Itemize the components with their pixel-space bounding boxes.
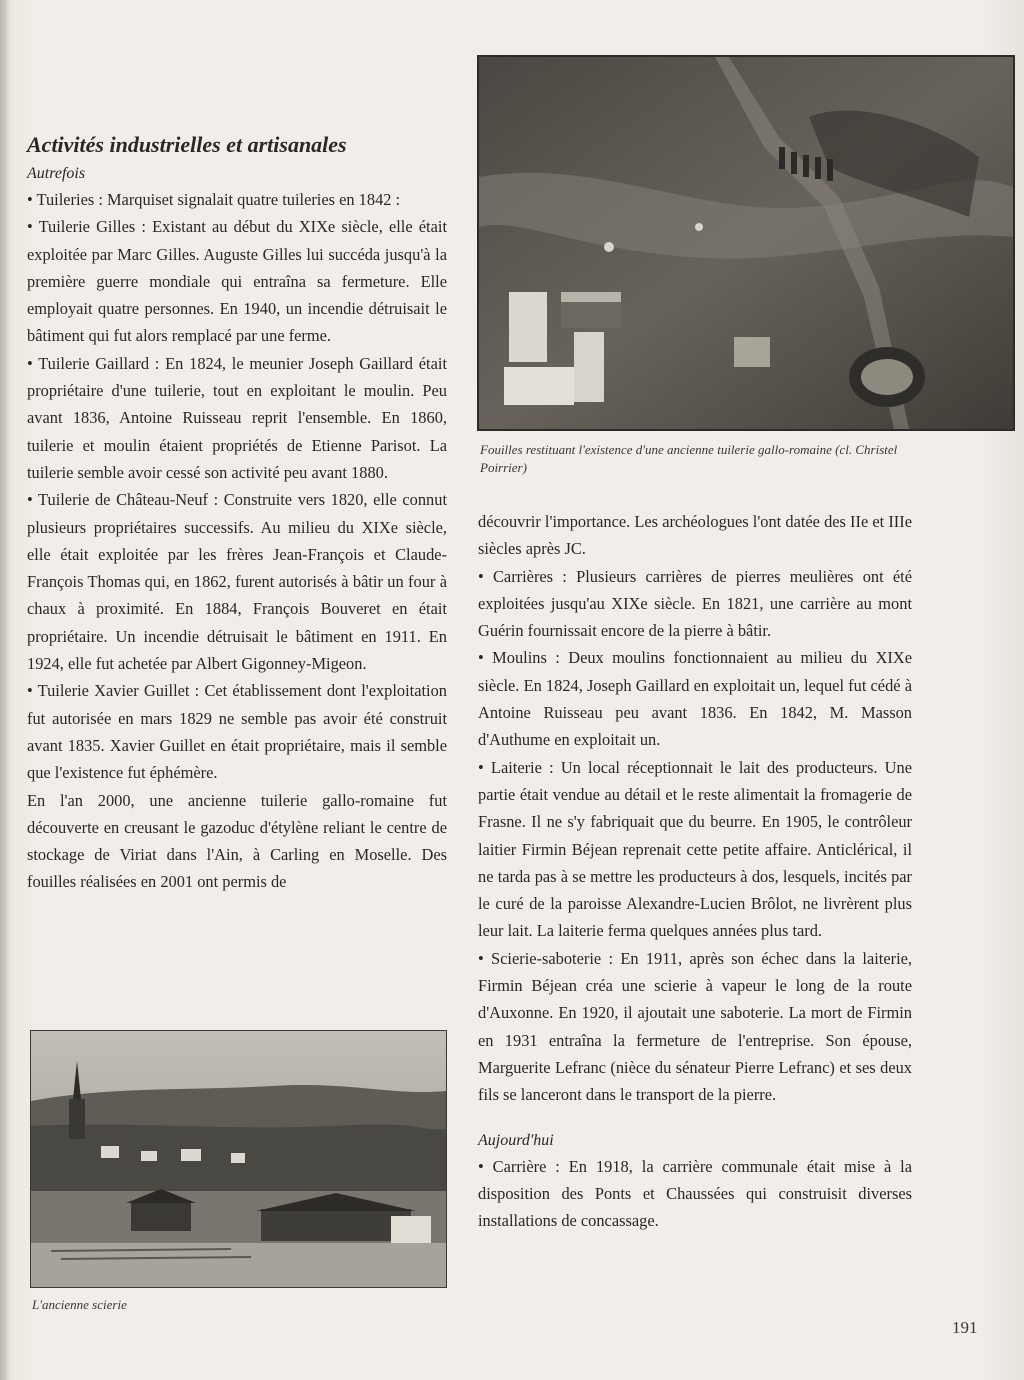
right-paragraph: • Moulins : Deux moulins fonctionnaient au milieu du XIXe siècle. En 1824, Joseph Gaillard en exploitait un, lequel fut cédé à Antoine Ruisseau peu avant 1836. En 1842, M. Masson d'Authume en exploitait un. <box>478 648 912 750</box>
old-sawmill-photo <box>30 1030 447 1288</box>
right-column <box>478 508 912 1234</box>
left-paragraph: • Tuilerie de Château-Neuf : Construite vers 1820, elle connut plusieurs propriétaires successifs. Au milieu du XIXe siècle, elle était exploitée par les frères Jean-François et Claude-François Thomas qui, en 1862, furent autorisés à bâtir un four à chaux à proximité. En 1884, François Bouveret en était propriétaire. Un incendie détruisait le bâtiment en 1911. En 1924, elle fut achetée par Albert Gigonney-Migeon. <box>27 490 448 674</box>
right-paragraph: • Carrières : Plusieurs carrières de pierres meulières ont été exploitées jusqu'au XIXe siècle. En 1821, une carrière au mont Guérin fournissait encore de la pierre à bâtir. <box>478 566 912 641</box>
right-paragraph: • Carrière : En 1918, la carrière communale était mise à la disposition des Ponts et Chaussées qui construisit diverses installations de concassage. <box>478 1156 912 1231</box>
left-column <box>27 130 447 896</box>
aerial-photo-caption: Fouilles restituant l'existence d'une ancienne tuilerie gallo-romaine (cl. Christel Poirrier) <box>480 442 898 475</box>
left-paragraph: • Tuileries : Marquiset signalait quatre tuileries en 1842 : <box>27 190 401 209</box>
gutter-shadow <box>0 0 10 1380</box>
aujourdhui-heading: Aujourd'hui <box>478 1131 554 1149</box>
right-paragraph: • Scierie-saboterie : En 1911, après son échec dans la laiterie, Firmin Béjean créa une scierie à vapeur le long de la route d'Auxonne. En 1920, il ajoutait une saboterie. La mort de Firmin en 1931 entraîna la fermeture de l'entreprise. Son épouse, Marguerite Lefranc (nièce du sénateur Pierre Lefranc) et ses deux fils se lanceront dans le transport de la pierre. <box>478 948 912 1105</box>
autrefois-heading: Autrefois <box>27 165 86 182</box>
right-paragraph: découvrir l'importance. Les archéologues l'ont datée des IIe et IIIe siècles après JC. <box>478 512 912 559</box>
right-paragraph: • Laiterie : Un local réceptionnait le lait des producteurs. Une partie était vendue au détail et le reste alimentait la fromagerie de Frasne. Il ne s'y fabriquait que du beurre. En 1905, le contrôleur laitier Firmin Béjean reprenait cette petite affaire. Anticlérical, il ne tarda pas à se mettre les producteurs à dos, lesquels, incités par le curé de la paroisse Alexandre-Lucien Brôlot, ne livrèrent plus leur lait. La laiterie ferma quelques années plus tard. <box>478 757 912 941</box>
paragraph-gap <box>478 1109 912 1129</box>
left-paragraph: • Tuilerie Xavier Guillet : Cet établissement dont l'exploitation fut autorisée en mars 1829 ne semble pas avoir été construit avant 1835. Xavier Guillet en était propriétaire, mais il semble que l'existence fut éphémère. <box>27 681 447 783</box>
left-paragraph: • Tuilerie Gilles : Existant au début du XIXe siècle, elle était exploitée par Marc Gilles. Auguste Gilles lui succéda jusqu'à la première guerre mondiale qui entraîna sa fermeture. Elle employait quatre personnes. En 1940, un incendie détruisait le bâtiment qui fut alors remplacé par une ferme. <box>27 217 447 346</box>
left-paragraph: • Tuilerie Gaillard : En 1824, le meunier Joseph Gaillard était propriétaire d'une tuilerie, tout en exploitant le moulin. Peu avant 1836, Antoine Ruisseau reprit l'ensemble. En 1860, tuilerie et moulin étaient propriétés de Etienne Parisot. La tuilerie semble avoir cessé son activité peu avant 1880. <box>27 353 447 482</box>
old-photo-caption: L'ancienne scierie <box>32 1297 127 1312</box>
left-paragraph: En l'an 2000, une ancienne tuilerie gallo-romaine fut découverte en creusant le gazoduc d'étylène reliant le centre de stockage de Viriat dans l'Ain, à Carling en Moselle. Des fouilles réalisées en 2001 ont permis de <box>27 790 447 892</box>
page-number: 191 <box>952 1318 978 1337</box>
section-title: Activités industrielles et artisanales <box>27 132 347 157</box>
aerial-excavation-photo <box>477 55 1015 431</box>
